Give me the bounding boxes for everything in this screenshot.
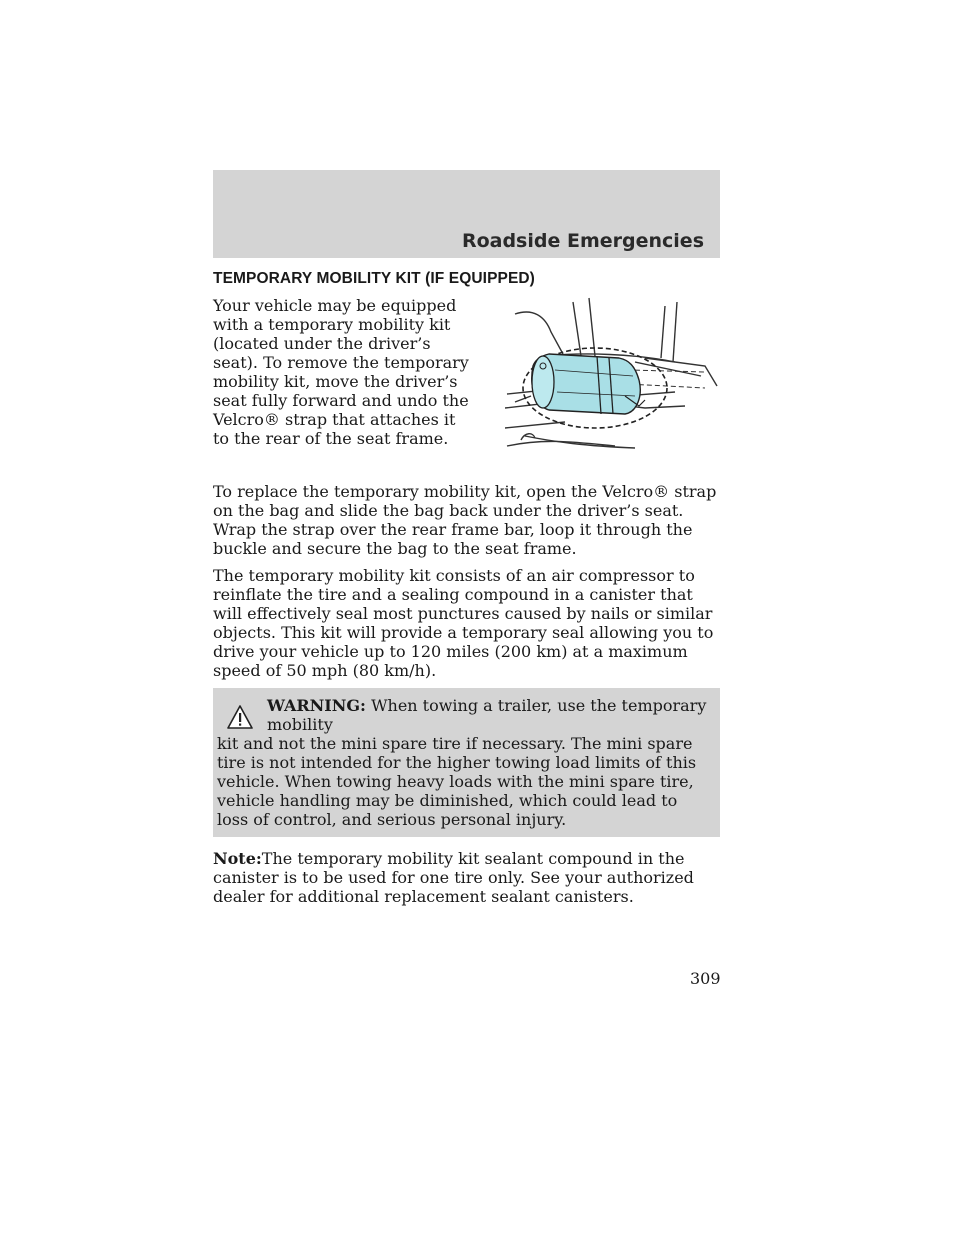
page-number: 309 <box>690 969 721 988</box>
header-band <box>213 170 720 258</box>
warning-triangle-icon <box>227 704 253 730</box>
mobility-kit-illustration <box>505 296 720 464</box>
warning-text-line1: When towing a trailer, use the temporary mobility <box>267 696 707 734</box>
warning-label: WARNING: <box>267 696 366 715</box>
replace-paragraph: To replace the temporary mobility kit, open the Velcro® strap on the bag and slide the bag back under the driver’s seat. Wrap the strap over the rear frame bar, loop it through the buckle and secure the bag to the seat frame. <box>213 482 717 558</box>
page-content <box>213 266 720 914</box>
warning-box <box>213 688 720 837</box>
note-label: Note: <box>213 849 262 868</box>
note-text: The temporary mobility kit sealant compound in the canister is to be used for one tire only. See your authorized dealer for additional replacement sealant canisters. <box>213 849 694 906</box>
kit-contents-paragraph: The temporary mobility kit consists of an air compressor to reinflate the tire and a sealing compound in a canister that will effectively seal most punctures caused by nails or similar objects. This kit will provide a temporary seal allowing you to drive your vehicle up to 120 miles (200 km) at a maximum speed of 50 mph (80 km/h). <box>213 566 714 680</box>
intro-paragraph: Your vehicle may be equipped with a temporary mobility kit (located under the driver’s seat). To remove the temporary mobility kit, move the driver’s seat fully forward and undo the Velcro® strap that attaches it to the rear of the seat frame. <box>213 296 469 448</box>
warning-text-rest: kit and not the mini spare tire if necessary. The mini spare tire is not intended for the higher towing load limits of this vehicle. When towing heavy loads with the mini spare tire, vehicle handling may be diminished, which could lead to loss of control, and serious personal injury. <box>217 734 697 829</box>
page-heading: TEMPORARY MOBILITY KIT (IF EQUIPPED) <box>213 270 535 287</box>
kit-bag-shape <box>532 354 645 414</box>
section-header-title: Roadside Emergencies <box>461 230 704 252</box>
note-paragraph <box>213 849 720 906</box>
